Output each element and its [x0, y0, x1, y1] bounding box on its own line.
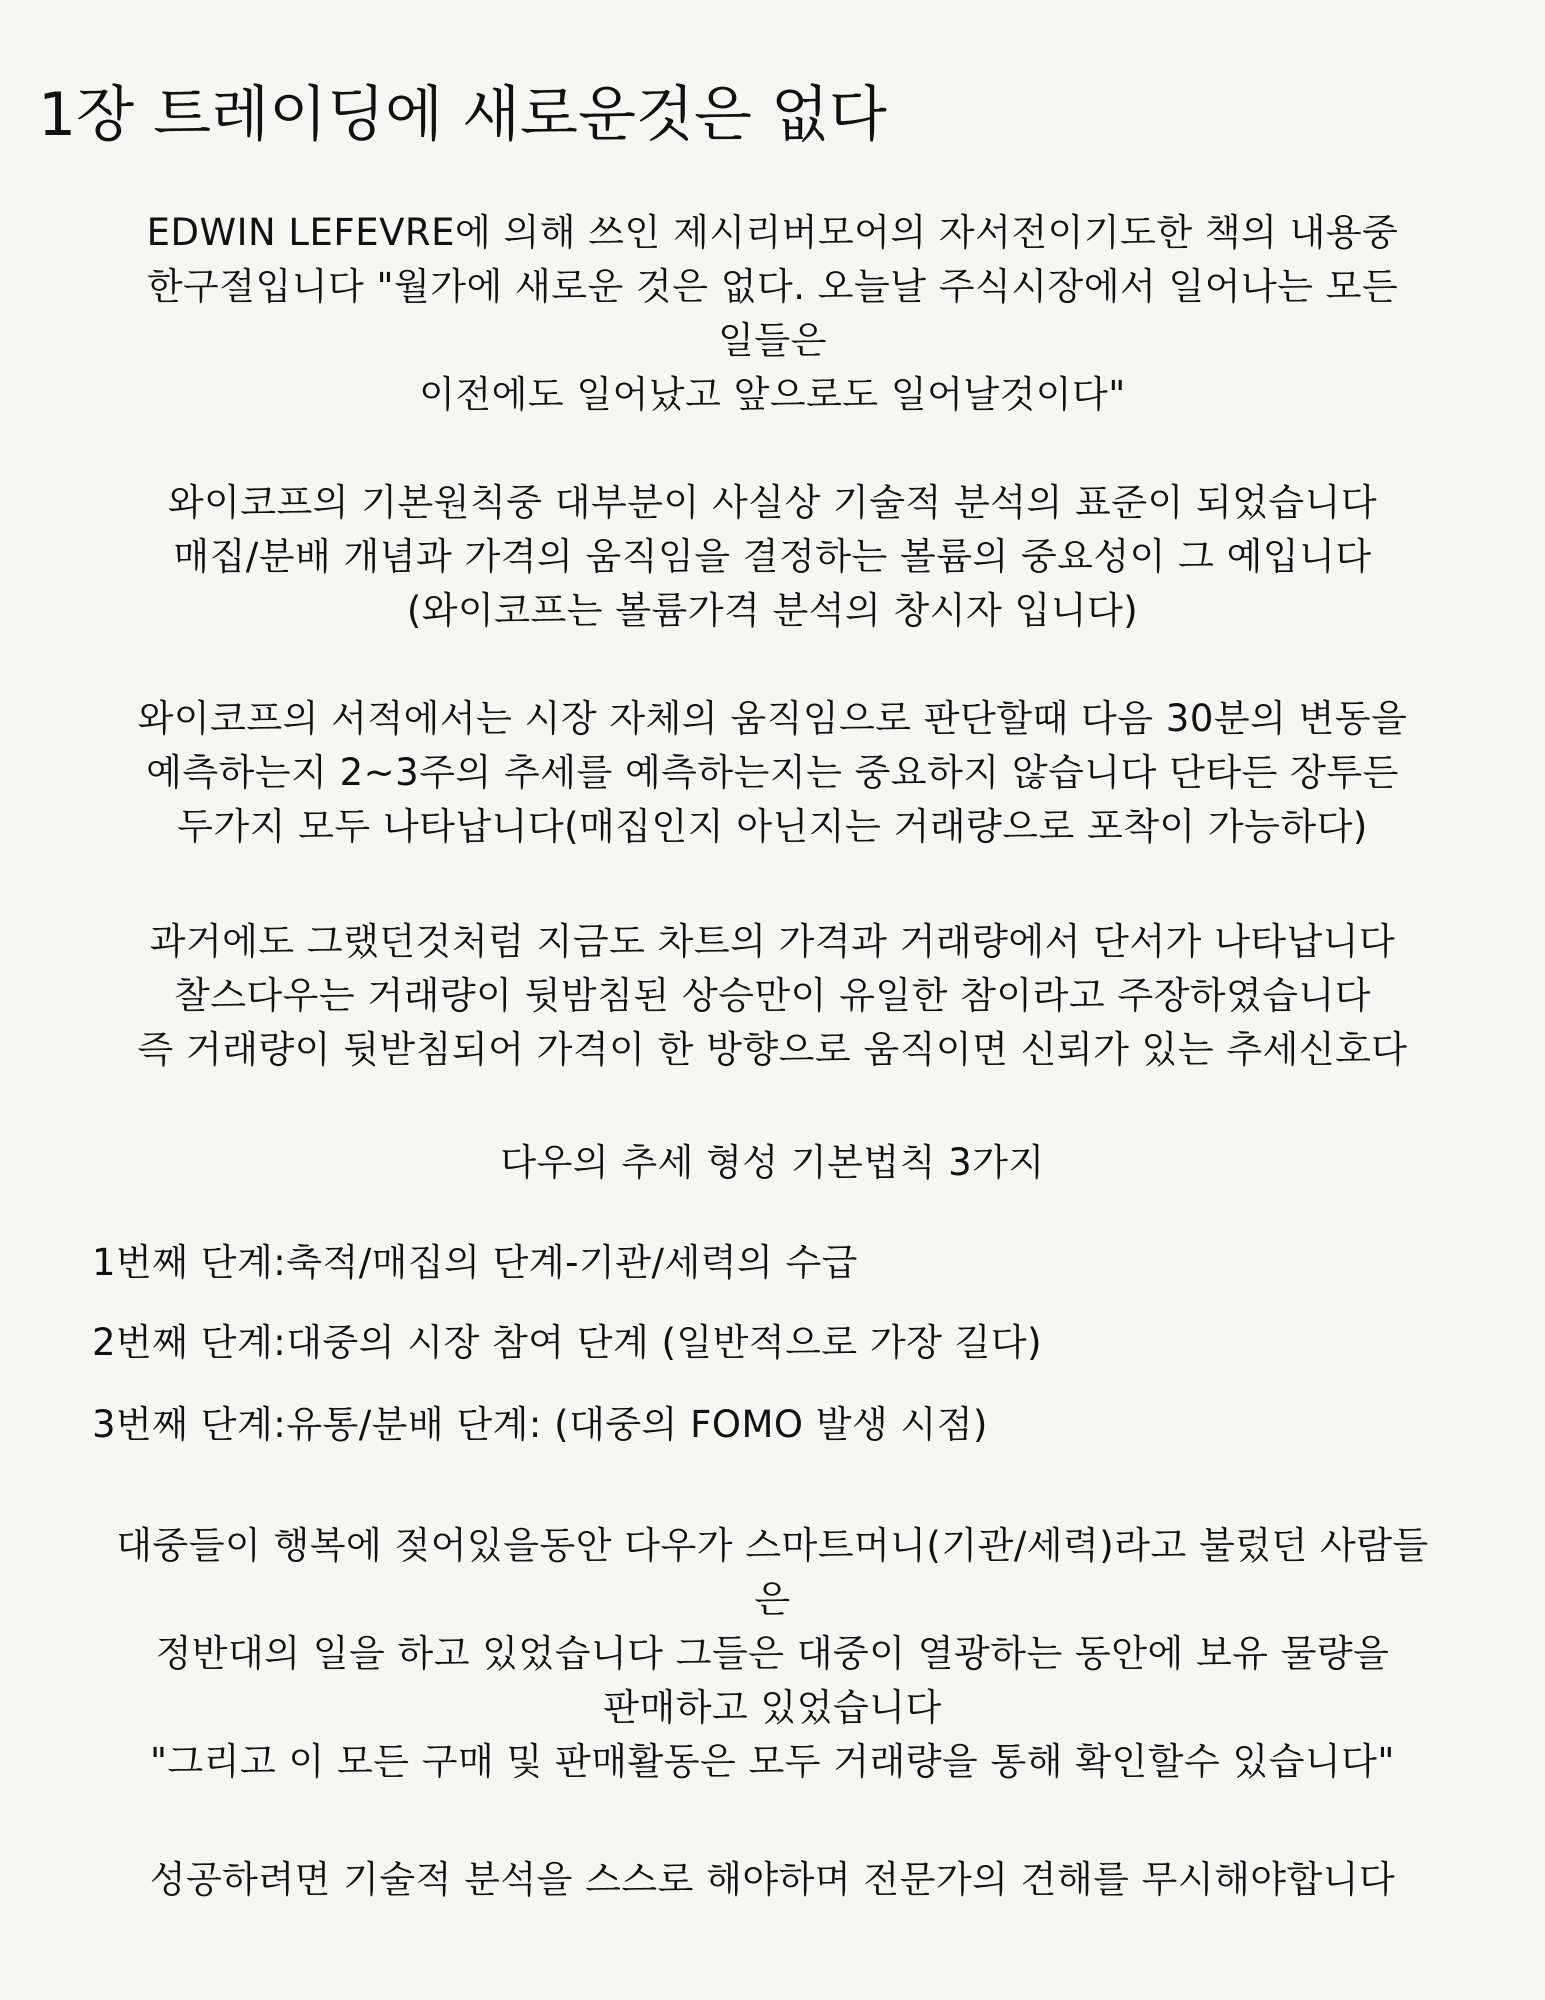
dow-heading	[40, 1136, 1505, 1190]
wyckoff-paragraph	[40, 476, 1505, 638]
text-line: 예측하는지 2~3주의 추세를 예측하는지는 중요하지 않습니다 단타든 장투든	[146, 751, 1399, 794]
intro-paragraph	[40, 206, 1505, 422]
text-line: 과거에도 그랬던것처럼 지금도 차트의 가격과 거래량에서 단서가 나타납니다	[149, 920, 1396, 963]
text-line: "그리고 이 모든 구매 및 판매활동은 모두 거래량을 통해 확인할수 있습니다"	[150, 1740, 1395, 1783]
stage-1: 1번째 단계:축적/매집의 단계-기관/세력의 수급	[92, 1241, 858, 1284]
text-line: (와이코프는 볼륨가격 분석의 창시자 입니다)	[406, 589, 1139, 632]
text-line: 정반대의 일을 하고 있었습니다 그들은 대중이 열광하는 동안에 보유 물량을	[155, 1632, 1390, 1675]
section-heading: 다우의 추세 형성 기본법칙 3가지	[500, 1141, 1045, 1184]
stage-2: 2번째 단계:대중의 시장 참여 단계 (일반적으로 가장 길다)	[92, 1321, 1043, 1364]
text-line: 와이코프의 서적에서는 시장 자체의 움직임으로 판단할때 다음 30분의 변동을	[137, 697, 1408, 740]
text-line: 대중들이 행복에 젖어있을동안 다우가 스마트머니(기관/세력)라고 불렀던 사람들	[116, 1524, 1429, 1567]
text-line: 판매하고 있었습니다	[603, 1686, 942, 1729]
text-line: 이전에도 일어났고 앞으로도 일어날것이다"	[419, 373, 1126, 416]
text-line: 즉 거래량이 뒷받침되어 가격이 한 방향으로 움직이면 신뢰가 있는 추세신호다	[137, 1028, 1408, 1071]
text-line: 찰스다우는 거래량이 뒷밤침된 상승만이 유일한 참이라고 주장하였습니다	[173, 974, 1372, 1017]
smart-money-paragraph	[40, 1519, 1505, 1789]
text-line: 은	[754, 1578, 791, 1621]
text-line: 와이코프의 기본원칙중 대부분이 사실상 기술적 분석의 표준이 되었습니다	[167, 481, 1378, 524]
text-line: 매집/분배 개념과 가격의 움직임을 결정하는 볼륨의 중요성이 그 예입니다	[173, 535, 1372, 578]
stage-3: 3번째 단계:유통/분배 단계: (대중의 FOMO 발생 시점)	[92, 1403, 988, 1446]
text-line: 한구절입니다 "월가에 새로운 것은 없다. 오늘날 주식시장에서 일어나는 모든	[146, 265, 1399, 308]
wyckoff-books-paragraph	[40, 692, 1505, 854]
chapter-title: 1장 트레이딩에 새로운것은 없다	[38, 80, 887, 150]
text-line: 두가지 모두 나타납니다(매집인지 아닌지는 거래량으로 포착이 가능하다)	[177, 805, 1368, 848]
dow-paragraph	[40, 915, 1505, 1077]
conclusion-paragraph	[40, 1853, 1505, 1907]
text-line: 성공하려면 기술적 분석을 스스로 해야하며 전문가의 견해를 무시해야합니다	[149, 1858, 1396, 1901]
text-line: EDWIN LEFEVRE에 의해 쓰인 제시리버모어의 자서전이기도한 책의 내용중	[146, 211, 1399, 254]
text-line: 일들은	[718, 319, 827, 362]
